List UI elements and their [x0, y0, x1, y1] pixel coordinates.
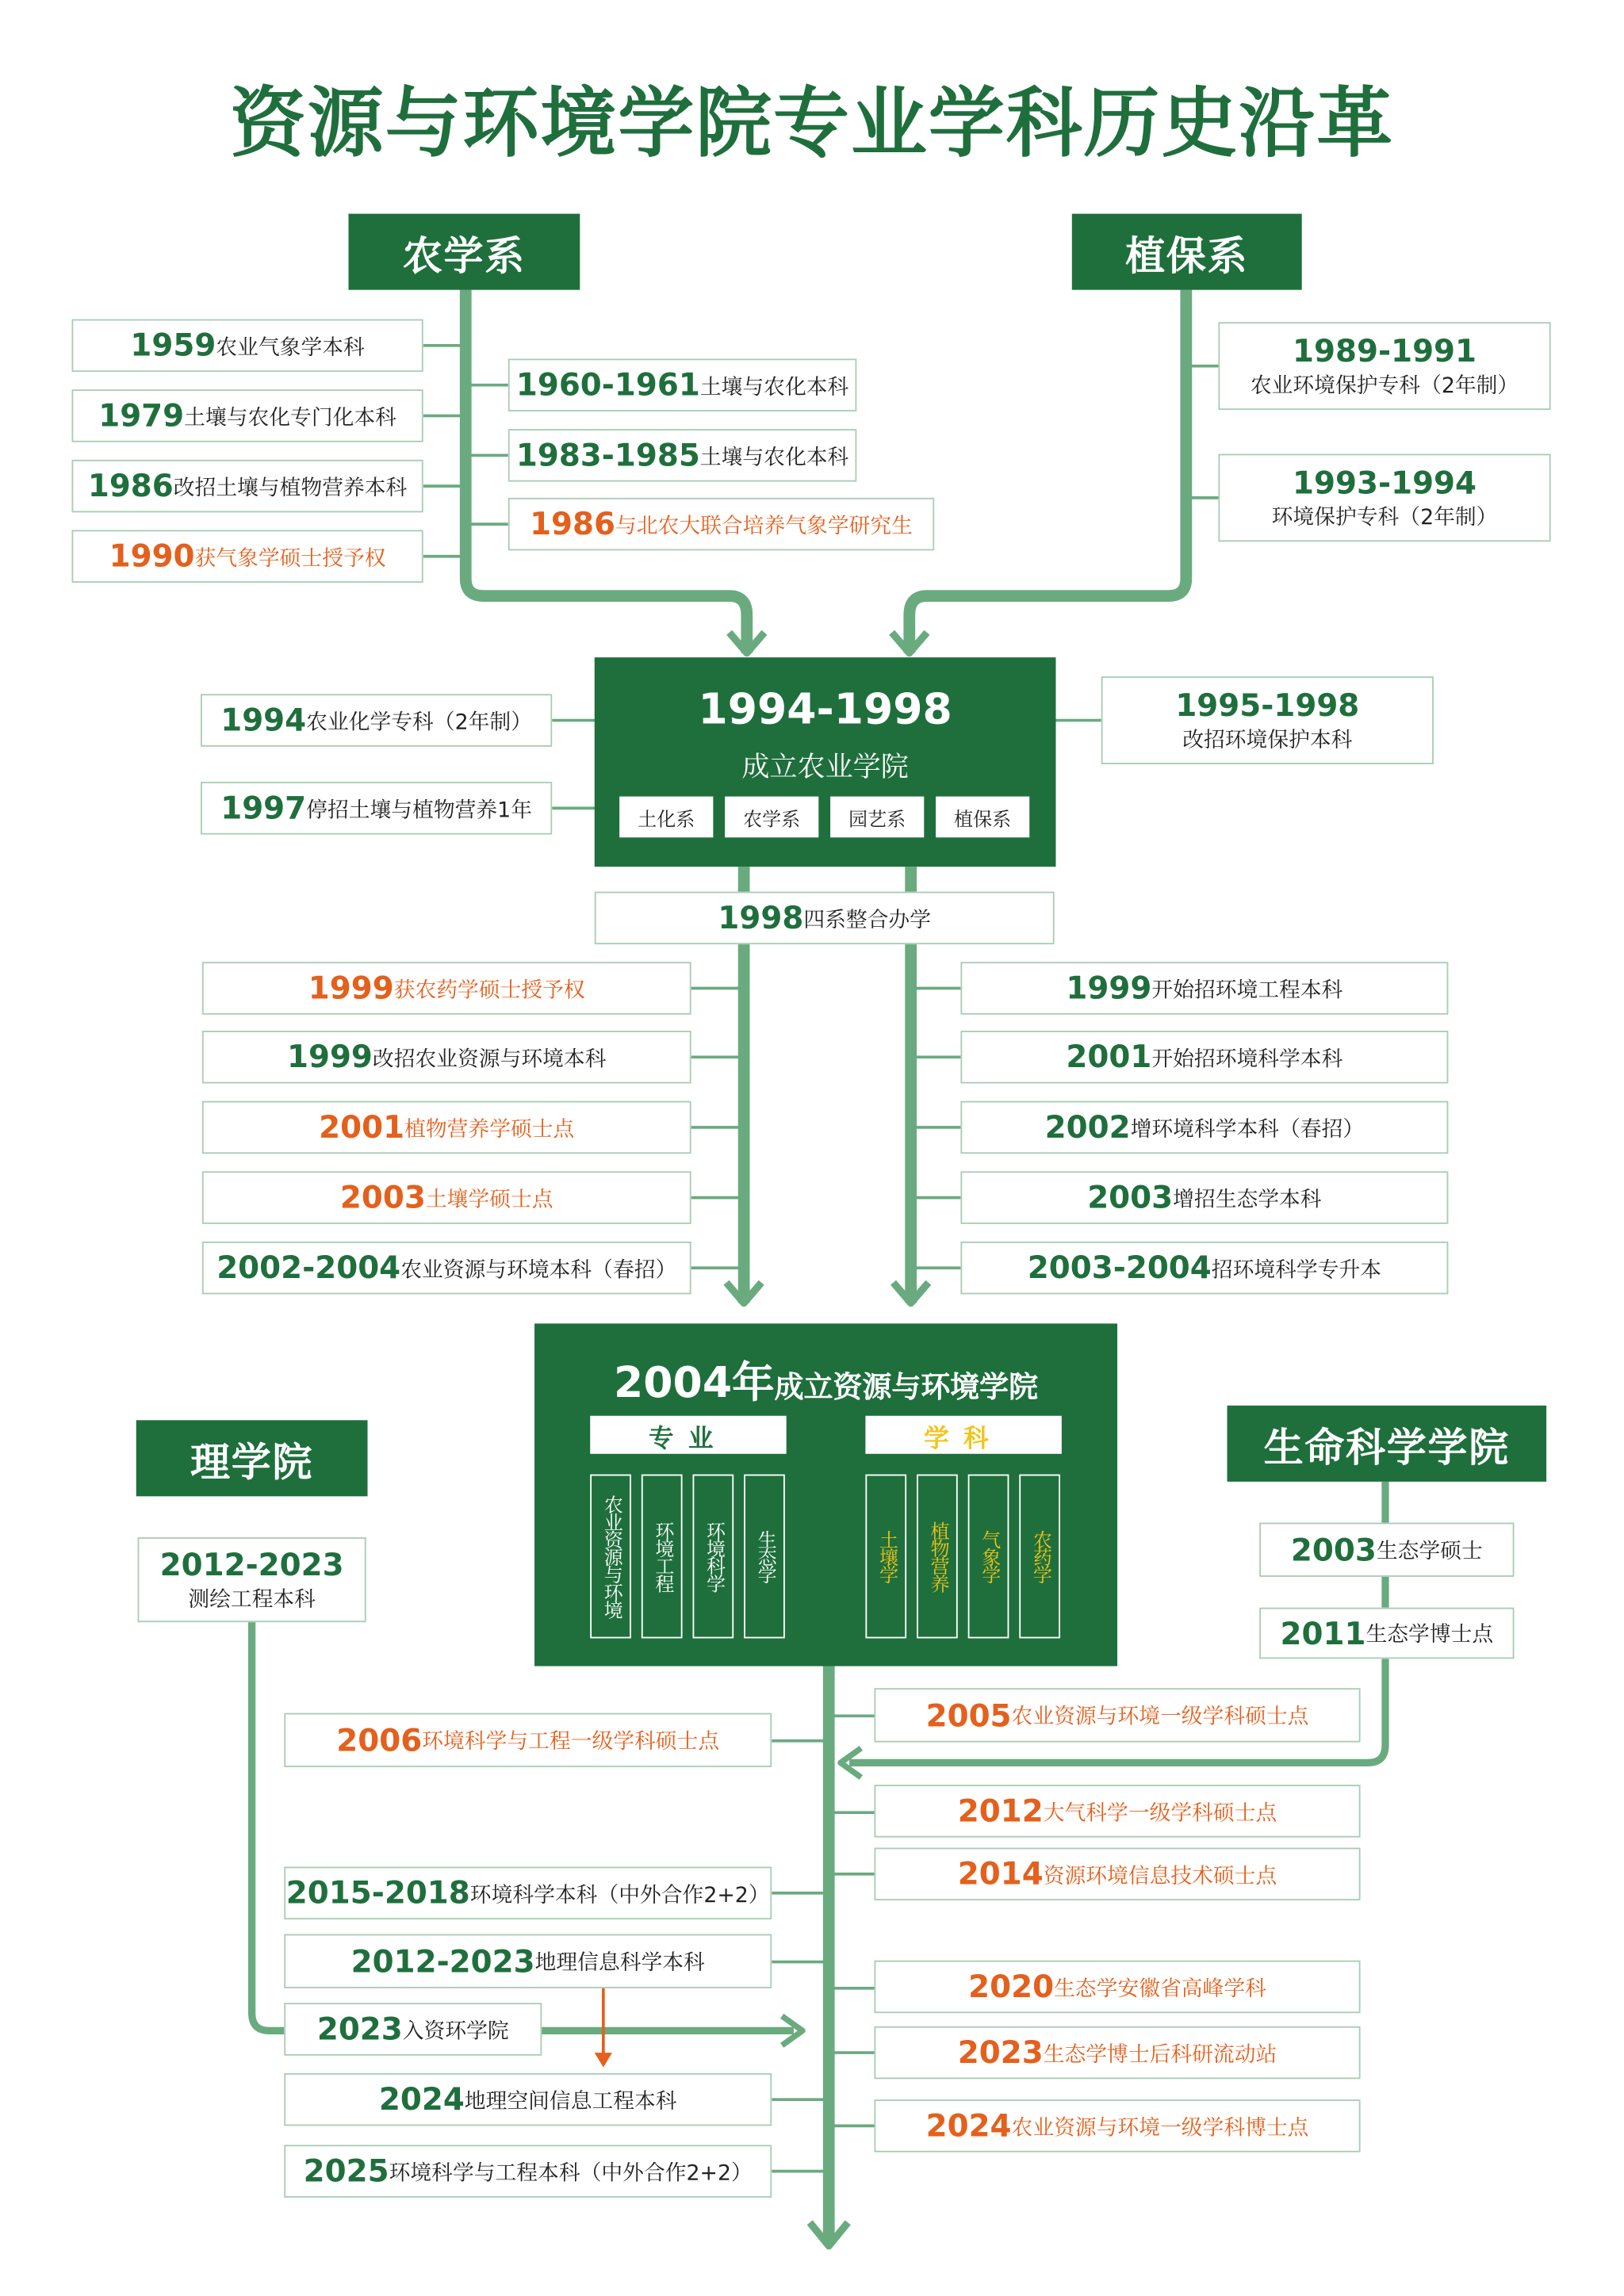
sub-dept-nongxue: 农学系 [725, 797, 818, 838]
discipline-soil: 土壤学 [865, 1475, 906, 1639]
event-2006: 2006 环境科学与工程一级学科硕士点 [284, 1713, 772, 1767]
majors-header: 专业 [590, 1416, 786, 1454]
event-1989-1991: 1989-1991 农业环境保护专科（2年制） [1218, 322, 1550, 410]
dept-zhibao: 植保系 [1072, 214, 1302, 290]
event-2003-ecology: 2003 增招生态学本科 [960, 1171, 1448, 1223]
event-1979: 1979 土壤与农化专门化本科 [71, 389, 423, 442]
sub-dept-tuhua: 土化系 [619, 797, 713, 838]
major-resource-env: 农业资源与环境 [590, 1475, 631, 1639]
event-1993-1994: 1993-1994 环境保护专科（2年制） [1218, 453, 1550, 541]
event-2005: 2005 农业资源与环境一级学科硕士点 [874, 1688, 1360, 1742]
college-1994-year: 1994-1998 [698, 683, 952, 734]
major-ecology: 生态学 [744, 1475, 785, 1639]
dept-nongxue: 农学系 [349, 214, 580, 290]
event-2024-geo: 2024 地理空间信息工程本科 [284, 2073, 772, 2126]
event-1999-pesticide: 1999 获农药学硕士授予权 [202, 962, 691, 1014]
college-2004-box [534, 1323, 1117, 1666]
college-1994-box [595, 657, 1056, 867]
event-2003-soil: 2003 土壤学硕士点 [202, 1171, 691, 1223]
event-2012-atmos: 2012 大气科学一级学科硕士点 [874, 1785, 1360, 1837]
discipline-plant-nutrition: 植物营养 [917, 1475, 958, 1639]
college-2004-year: 2004年 [614, 1357, 775, 1407]
event-2011-eco-phd: 2011 生态学博士点 [1259, 1608, 1514, 1659]
disciplines-header: 学科 [865, 1416, 1061, 1454]
event-2001-nutrition: 2001 植物营养学硕士点 [202, 1101, 691, 1154]
event-2025: 2025 环境科学与工程本科（中外合作2+2） [284, 2145, 772, 2197]
event-2020: 2020 生态学安徽省高峰学科 [874, 1961, 1360, 2013]
event-2023-postdoc: 2023 生态学博士后科研流动站 [874, 2026, 1360, 2079]
event-2002-env-spring: 2002 增环境科学本科（春招） [960, 1101, 1448, 1154]
event-lixue-2012-2023: 2012-2023 测绘工程本科 [138, 1537, 366, 1622]
event-1986-joint: 1986 与北农大联合培养气象学研究生 [508, 498, 934, 550]
major-env-eng: 环境工程 [642, 1475, 683, 1639]
event-1983-1985: 1983-1985 土壤与农化本科 [508, 429, 857, 481]
sub-dept-yuanyi: 园艺系 [830, 797, 924, 838]
sub-dept-zhibao: 植保系 [936, 797, 1029, 838]
college-2004-name: 成立资源与环境学院 [774, 1368, 1039, 1404]
event-1959: 1959 农业气象学本科 [71, 320, 423, 372]
event-2023-join: 2023 入资环学院 [284, 2003, 542, 2055]
event-2014: 2014 资源环境信息技术硕士点 [874, 1848, 1360, 1900]
event-1999-env-eng: 1999 开始招环境工程本科 [960, 962, 1448, 1014]
event-1994: 1994 农业化学专科（2年制） [201, 694, 552, 746]
event-2024-phd: 2024 农业资源与环境一级学科博士点 [874, 2099, 1360, 2152]
college-1994-name: 成立农业学院 [741, 751, 909, 783]
dept-lixue: 理学院 [136, 1420, 368, 1496]
discipline-meteorology: 气象学 [968, 1475, 1009, 1639]
event-1997: 1997 停招土壤与植物营养1年 [201, 782, 552, 834]
college-2004-title [534, 1350, 1117, 1410]
event-1990: 1990 获气象学硕士授予权 [71, 530, 423, 583]
event-2003-eco-master: 2003 生态学硕士 [1259, 1523, 1514, 1577]
event-2002-2004: 2002-2004 农业资源与环境本科（春招） [202, 1242, 691, 1294]
discipline-pesticide: 农药学 [1019, 1475, 1060, 1639]
event-1960-1961: 1960-1961 土壤与农化本科 [508, 358, 857, 411]
event-1995-1998: 1995-1998 改招环境保护本科 [1101, 676, 1434, 764]
event-2012-2023-gis: 2012-2023 地理信息科学本科 [284, 1934, 772, 1988]
event-2001-env-sci: 2001 开始招环境科学本科 [960, 1031, 1448, 1083]
event-1998: 1998 四系整合办学 [595, 892, 1055, 944]
event-1986: 1986 改招土壤与植物营养本科 [71, 460, 423, 512]
dept-shengming: 生命科学学院 [1228, 1406, 1547, 1482]
page-title: 资源与环境学院专业学科历史沿革 [229, 80, 1395, 169]
event-1999-resource: 1999 改招农业资源与环境本科 [202, 1031, 691, 1083]
major-env-sci: 环境科学 [692, 1475, 733, 1639]
event-2003-2004: 2003-2004 招环境科学专升本 [960, 1242, 1448, 1294]
event-2015-2018: 2015-2018 环境科学本科（中外合作2+2） [284, 1867, 772, 1919]
